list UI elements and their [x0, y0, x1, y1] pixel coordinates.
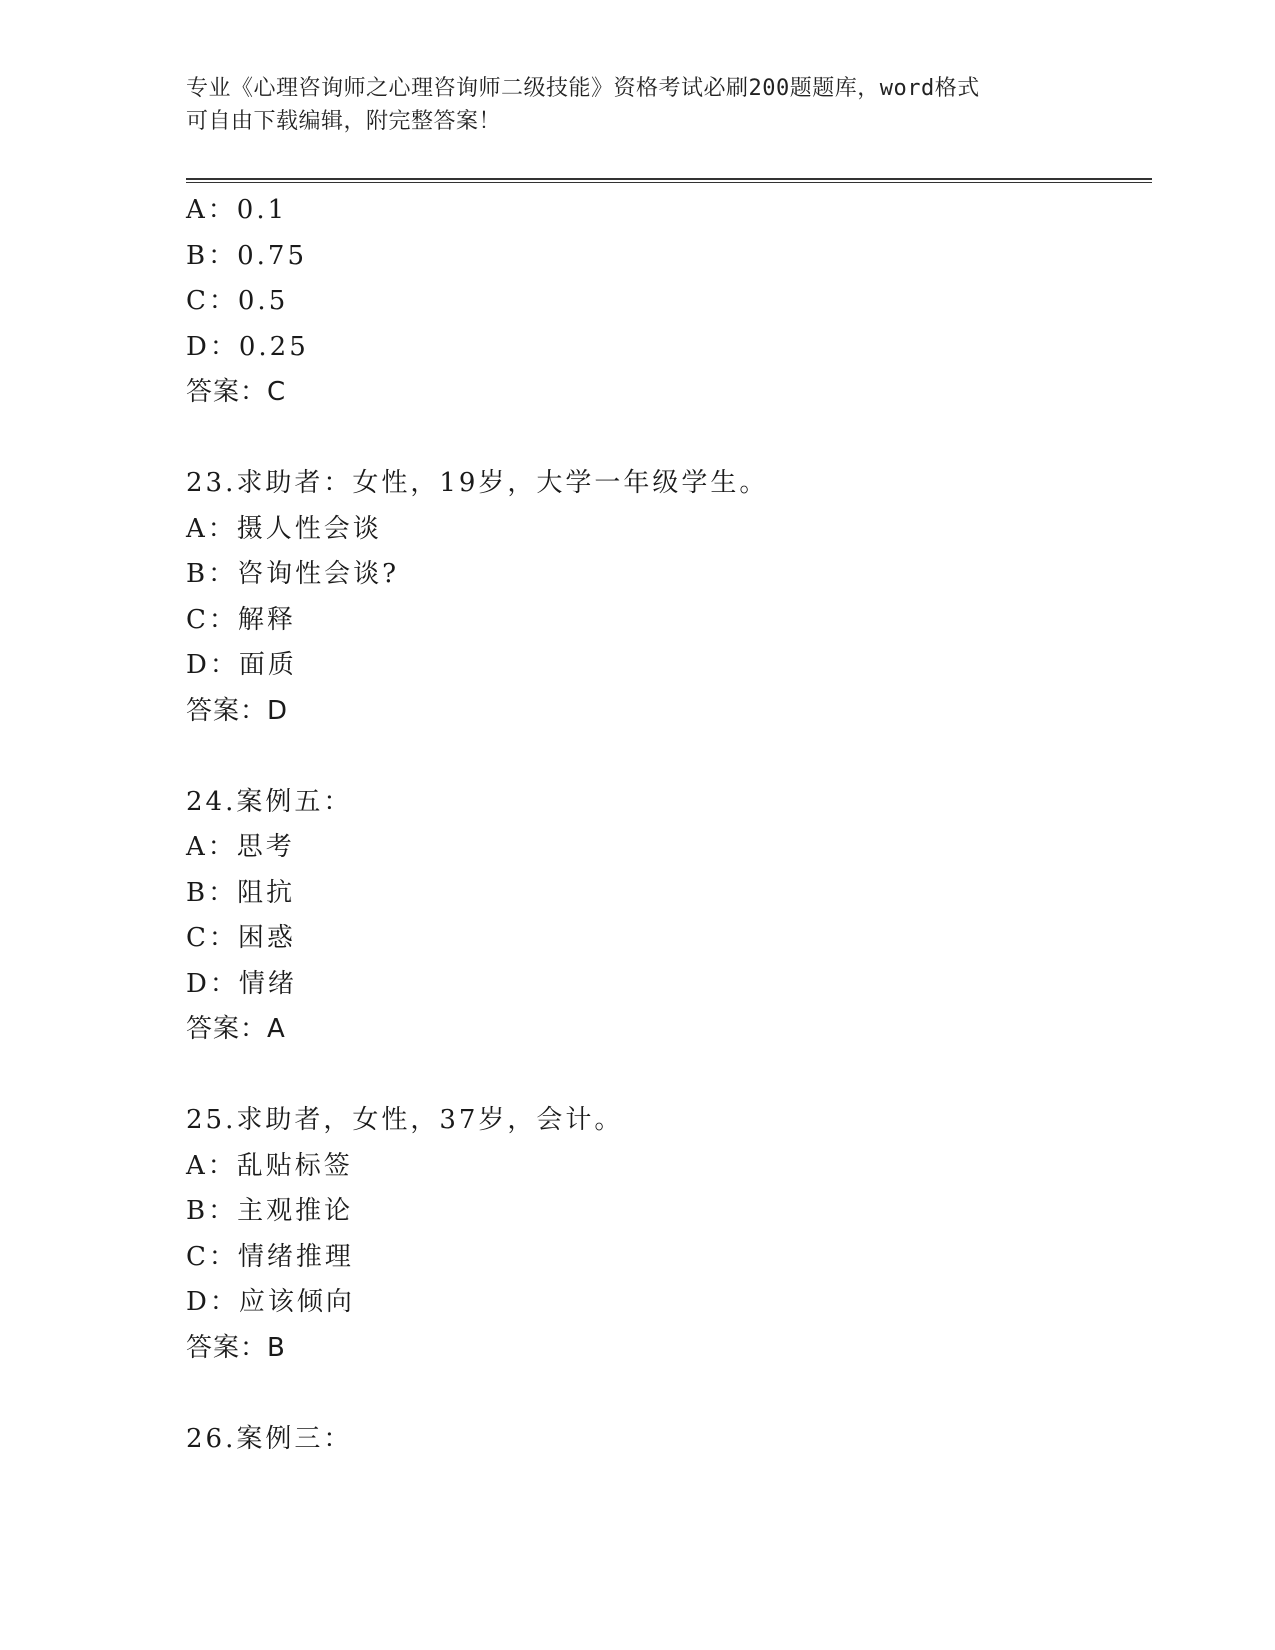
spacer — [186, 416, 1152, 462]
spacer — [186, 1053, 1152, 1099]
question-25 — [186, 1098, 1152, 1371]
option-c: C：情绪推理 — [186, 1241, 354, 1272]
option-d: D：情绪 — [186, 968, 297, 999]
option-d: D：应该倾向 — [186, 1287, 355, 1317]
option-c: C：困惑 — [186, 923, 296, 953]
option-c: C：解释 — [186, 604, 296, 635]
question-stem: 23.求助者：女性，19岁，大学一年级学生。 — [186, 468, 769, 498]
option-d: D：面质 — [186, 650, 297, 680]
answer: 答案：B — [186, 1332, 286, 1363]
option-b: B：0.75 — [186, 240, 307, 271]
option-a: A：乱贴标签 — [186, 1150, 353, 1181]
header-line-2: 可自由下载编辑，附完整答案！ — [186, 109, 502, 134]
option-b: B：咨询性会谈? — [186, 559, 400, 589]
question-stem: 25.求助者，女性，37岁，会计。 — [186, 1105, 624, 1135]
question-stem: 26.案例三： — [186, 1423, 353, 1454]
question-list — [186, 188, 1152, 1462]
spacer — [186, 1371, 1152, 1417]
header-line-1: 专业《心理咨询师之心理咨询师二级技能》资格考试必刷200题题库，word格式 — [186, 76, 980, 101]
option-a: A：摄人性会谈 — [186, 513, 382, 544]
option-a: A：思考 — [186, 832, 295, 862]
option-b: B：阻抗 — [186, 877, 296, 908]
answer: 答案：C — [186, 377, 287, 407]
answer: 答案：D — [186, 695, 289, 726]
spacer — [186, 734, 1152, 780]
question-23 — [186, 461, 1152, 734]
header-divider — [186, 178, 1152, 183]
option-c: C：0.5 — [186, 286, 289, 316]
option-a: A：0.1 — [186, 195, 288, 225]
option-b: B：主观推论 — [186, 1196, 354, 1226]
answer: 答案：A — [186, 1014, 286, 1044]
question-26 — [186, 1417, 1152, 1463]
question-stem: 24.案例五： — [186, 786, 353, 817]
question-22 — [186, 188, 1152, 416]
question-24 — [186, 780, 1152, 1053]
option-d: D：0.25 — [186, 331, 309, 362]
page-header — [186, 72, 1086, 138]
